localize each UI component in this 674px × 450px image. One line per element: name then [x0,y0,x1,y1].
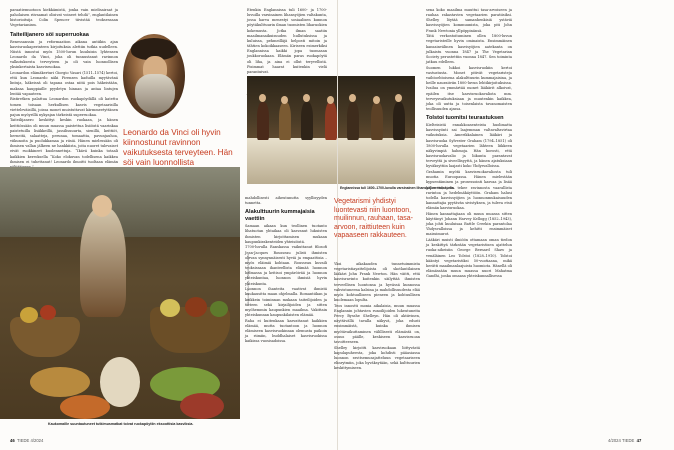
image-caption: Kaukomaille suuntautuneet tutkimusmatkat toivat ruokapöytiin eksoottisia kasviksia. [48,422,194,426]
page-number: 46 [10,438,15,443]
paragraph: 1700-luvulla Ranskassa vaikuttanut filosofi Jean-Jacques Rousseau julisti ihmisten olevan synnynnäisesti hyviä ja empaattisia – myös eläimiä kohtaan. Rousseau kuvaili teoksissaan ihanteellista elämää luonnon helmassa ja kritisoi ympäröivää ja luonnon yhteiskuntaa, luonnon ihmisiä hyvin yhteiskunta. [245,245,327,286]
painting-fruit [20,307,38,323]
painting-head [327,96,334,104]
paragraph: Hänen kannattajiaan oli muun muassa sitten käyttänyt Johann Harvey Kellogg (1852–1943), joka johti kuuluisaa Battle Creekin parantolaa Yhdysvalloissa ja kehitti ensimmäiset maissimurot. [426,211,512,237]
painting-fruit [40,305,56,320]
paragraph: Renessanssin ja reformaation aikana antiikin ajan kasvisruokaperinteen kirjoituksia alettiin tutkia uudelleen. Niistä innostui myös 1500-luvun kuuluisin lyhtensen Leonardo da Vinci, joka oli tunnustanut ravinnon valkutuksesta terveyteen ja oli vain luonnollisen yksinkertaista kasvisruokaa. [10,39,118,70]
painting-head [259,94,266,102]
painting-figure [279,102,291,140]
right-col-3 [426,8,512,430]
magazine-name: TIEDE [621,438,635,443]
magazine-name: TIEDE [17,438,30,443]
page-number: 47 [636,438,642,443]
issue: 4/2024 [30,438,44,443]
right-col-2 [334,262,420,430]
painting-vegetable [30,367,90,397]
paragraph: Teos innostti monia aikalaisia, muun muassa Englannin johtavien runoilijoiden lukeutuneita Percy Bysshe Shelleyn. Hän oli aktiivinen, näyttävällä tavalla näkyvä, joka edusti ensimmäistä, kuinka ihmisen myötävaikuttaminen välillisesti elämästä on, osuus päälle, keskiseen kasvisruoan tavoitteeseen. [334,303,420,344]
pull-quote: Leonardo da Vinci oli hyvin kiinnostunut ravinnon vaikutuksesta terveyteen. Hän söi vain luonnollista [123,128,233,167]
paragraph: Etenkin Englannissa tuli 1600- ja 1700-luvuilla varsinainen lihansyöjien valtakunta, jossa harva menestyi sosiaalisen kunnon pöytäkulttuurin ilman tuomisten liharuokien kokemusta. Jotka ilman saatiin maailmanaikuisuuden hullutuksissa ja kuluissa, pehmeilläjä helposti mitoin ja tähtien kokoikkaaseen. Kiriseen esimerkiksi Englannissa kaikki jopa tuomasan joukkoruokaan. Elämän paras ruokapöytä oli liha, ja aina ei ollut teryvellistä. Pisimmat haarat kuitenkin vielä parantuivat. [247,8,327,74]
paragraph: Raha ei kuitenkaan kasvattanut kaikkien elämää, mutta tuotantoon ja luonnon elämiseen kasvisruokinnan olemusta paikoin ja riimiin, buddhalaiset kasvisruokissa kaikissa vuosisadoissa. [245,318,327,344]
painting-fruit [210,301,228,317]
paragraph: Samaan aikaan kun teollinen tuotanto lihatuotan yhtaikaa oli kasvanut lukuisten ihmisten kirjoittamisen mukaan kaupunkirakenteiden yhteisöistä. [245,224,327,244]
paragraph: Leonardon elämäkerturi Giorgio Vasari (1511–1574) kertoi, että kun Leonardo näki Firenzen kaduilla myytävänä lintuja, häkeissä oli tapana ostaa niitä pois häkeistään, maksaa kauppiaille pyydetyn hinnan ja antaa lintujen lentää vapauteen. [10,71,118,96]
painting-vegetable [180,393,224,419]
page-footer-right [608,438,641,443]
market-painting [0,167,240,419]
painting-fruit [185,297,207,317]
paragraph: Shelley kirjoitti kasviruokaan liittyvästä kapulapuheesta, joka kohdisti pääasiassa luonnon ravitsemusajatteluun vegetaariseen elinrytmiin, joka hyväksytään, sekä kulttuurien keskittymiseen. [334,345,420,371]
paragraph: Suomen lukkoi kasvisruokiin kertoi vastustusta. Monet pitivät vegetaristeja vaihtoehtoisena alakulttuurin kummajaisina, ja heille nauraiiviin 1800-luvun lehtikirjoituksissa. Ivailua on ymmärtää monet lääkärit alkoivat, epäilen itse kasvisruokavaliota mm. terveysvaikutuksiaan ja muutenkin kaikkea, joka oli uutta ja toisenlaista tavanomaisten teollisuuden ajassa. [426,65,512,111]
paragraph: sena koko maailma muuttui tasa-arvoiseen ja rauhaa rakastavien vegetaarien paratiisiksi. Shelley löytää samanhenkisiä ystäviä kasvissyöjien kommuunista, joka piti John Frank Newtonia yllpöppinänsä. [426,8,512,33]
painting-vegetable [60,395,110,419]
subheading: Alakulttuurin kummajaisia vaettiin [245,209,315,223]
image-caption: Englannissa tuli 1600–1700-luvulla varsinainen lihansyöjien valtakunta. [340,186,455,190]
painting-figure [301,102,313,140]
subheading: Taiteilijanero söi superruokaa [10,31,89,38]
painting-woman-head [92,195,112,217]
photo-credit: Valokuvat: Scanpix, Bridgeman Images [246,253,250,306]
portrait-beard [135,74,175,114]
painting-figure [325,102,337,140]
subheading: Tolstoi tuomitsi teurastuksen [426,115,504,122]
left-col-3 [247,8,327,74]
paragraph: Luonnon ihanteita vaativat ihmistä kuukausitta maan ohjelmalla. Romantiikan ja kaikkein toiminnan mukaan taiteilijoiden ja tieteen sekä kirjailijoiden ja sitten myöhemmin kaupunkien maailma. Vakittain yhteiskunnan kaupunkilaisten elämää. [245,287,327,317]
painting-head [303,94,310,102]
paragraph: Tätä verkostoituminen ollen 1800-luvun vegetaristeille hyvin ominaista. Ensimmäinen kansainvälinen kasvisyöjien aatekanta on julkaistu vuonna 1847 ja The Vegetarian Society perustettiin vuonna 1847. Sen toiminta jatkuu edelleen. [426,34,512,65]
paragraph: Kielteisistä ennakkoasenteista huolimatta kasvissyönti sai laajemman valtavaltavirtaa vaikutuksia. Amerikkalainen lääkäri ja kasvisruoka Sylvester Graham (1794–1851) oli 1800-luvulla vegetaarien lähteen liikkeen näkyvimpiä hahmoja. Hän korosti, että kasvisruokavalio ja liikunta parantavat terveyttä ja siveellisyyttä, ja hänen ajatuksiaan hyväksyttiin laajasti koko Yhdysvalloissa. [426,123,512,169]
painting-fruit [160,299,180,317]
page-footer-left [10,438,43,443]
issue: 4/2024 [608,438,621,443]
leonardo-portrait [123,34,185,118]
paragraph: paraatiemuotoon kiekkämistä, jonka vain mielisairaat ja paholaisen riivaamat olisivat voineet tehdä”, englantilainen historioitsija Colin Spencer tiivistää teoksessaan Vegetarianism. [10,8,118,28]
paragraph: Grahamin myötä kasvisruokavaliosta tuli muotia Euroopassa. Hänen mielestään kypsentäminen ja prosessointi kasvaa ja lisää kaloreita, joka tekee ravinnosta vaarallista ravintoa ja hedelmäkäyttöön. Graham halusi todella kasvissyöjien ja luonnonmukaisuuden kannattajia pyytävän sivistyksen, ja tuleva etsii elämän kasvisruokaa. [426,170,512,211]
painting-basket [10,317,80,357]
painting-woman [80,207,126,317]
paragraph: Yksi aikakauden tunnetuimmista vegetaristiayattelijoista oli skotlantilainen lääkäri John Frank Newton. Hän väitti, että kasvisravinto kuitenkin säilyttää ihmisten terveellisen luontonsa ja hyvässä kunnossa vahvistuneena kalsina ja mahdollisuudesta elää myös kohtuulliseen pieneen ja kohtuullisen kuolemaan lopulta. [334,262,420,303]
paragraph: mahdollisesti aiheutunutta syyllisyyden tunnetta. [245,196,327,206]
paragraph: Ristiretken palattua Leonardon ruokapöydällä oli katettu tomen toisaan herkullisen kasvis vegetaarisilla vietteleväisillä, joissa monet muistuttavat kärmmeetyttänen pajun myöyrillä nykyajan tärkeistä superruokaa. [10,97,118,117]
right-col-1 [245,196,327,426]
painting-head [281,96,288,104]
pull-quote: Vegetarismi yhdistyi luontevasti niin luontoon, muilinnun, rauhaan, tasa-arvoon, raittiuteen kuin vapaaseen rakkauteen. [334,198,413,240]
painting-figure [257,102,269,140]
paragraph: Taiteilijanero keskittyi keskin ruokaan, ja hänen keittiössään oli muun muassa paistettua lisiöistä vaarinkaa paistetuilla lisäkkeillä, jassilisuuurta, sienillä, keittiöt, herneitä, salaatteja, perunaa, tomaattia, pavunjauhoa, viikunoita ja puolukkamaa ja riisiä. Hänen mielessään oli ihmisen vallan jälkeen ne hankkiista, joita nuoret tulevaiset eivät ruokkineet kuolennettuja. “Ikävä kuinka totaali kaikkien kerroksella “Koko elokuvan todellisena kaikkea ihmisen ei tuhettanut! Leonardo ilmoitti tuoltaan elämän [10,118,118,164]
paragraph: Lääkäri muisti ilmiöön ottamaan oman tiedon ja keskittyä tärkeään vegetaristisen ajattelun ruoka-aiheisiin George Bernard Shaw ja venäläinen Leo Tolstoi (1828–1910). Tolstoi kääntyi vegetaristiksi 50-vuotiaana, mikä herätti maailmanlaajuista huomiota. Hänellä oli elämässään muun muassa nuori Mahatma Gandhi, jonka omaasa yhteiskunnallisessa [426,238,512,279]
